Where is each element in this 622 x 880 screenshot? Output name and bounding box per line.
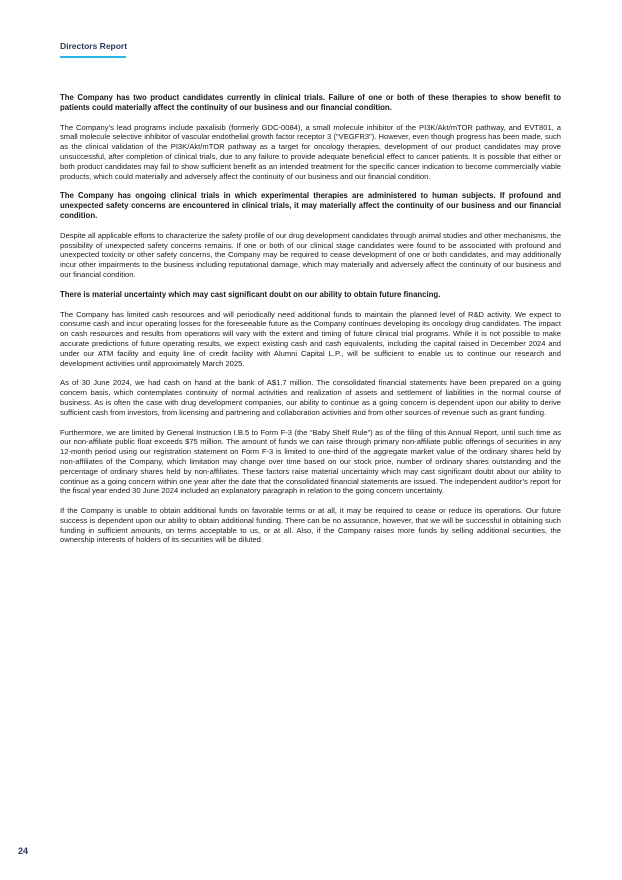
risk-heading-clinical-trials: The Company has ongoing clinical trials in which experimental therapies are administered to human subjects. If profound and unexpected safety concerns are encountered in clinical trials, it may materially affect the continuity of our business and our financial condition. <box>60 191 561 220</box>
section-header-rule <box>60 56 126 58</box>
body-paragraph-going-concern: As of 30 June 2024, we had cash on hand at the bank of A$1.7 million. The consolidated financial statements have been prepared on a going concern basis, which contemplates continuity of normal activities and realization of assets and settlement of liabilities in the normal course of business. As is often the case with drug development companies, our ability to continue as a going concern is dependent upon our ability to derive sufficient cash from investors, from licensing and partnering and collaboration activities and from other sources of revenue such as grant funding. <box>60 378 561 417</box>
body-paragraph-safety-profile: Despite all applicable efforts to characterize the safety profile of our drug development candidates through animal studies and other mechanisms, the possibility of unexpected safety concerns remains. If one or both of our clinical stage candidates were found to be associated with profound and unexpected toxicity or other safety concerns, the Company may be required to cease development of one or both candidates, and may additionally incur other impairments to the business including reputational damage, which may materially and adversely affect the continuity of our business and our financial condition. <box>60 230 561 279</box>
risk-heading-financing: There is material uncertainty which may cast significant doubt on our ability to obtain future financing. <box>60 289 441 299</box>
body-paragraph-lead-programs: The Company’s lead programs include paxalisib (formerly GDC-0084), a small molecule inhibitor of the PI3K/Akt/mTOR pathway, and EVT801, a small molecule selective inhibitor of vascular endothelial growth factor receptor 3 ("VEGFR3"). However, even though progress has been made, such as the clinical validation of the PI3K/Akt/mTOR pathway as a target for oncology therapies, development of our product candidates may prove unsuccessful, after completion of clinical trials, due to any failure to provide adequate beneficial effect to cancer patients. It is possible that either or both product candidates may fail to show sufficient benefit as an intended treatment for the specific cancer indication to become commercially viable products, which could materially and adversely affect the continuity of our business and our financial condition. <box>60 122 561 181</box>
body-paragraph-additional-funds: If the Company is unable to obtain additional funds on favorable terms or at all, it may be required to cease or reduce its operations. Our future success is dependent upon our ability to obtain additional funding. There can be no assurance, however, that we will be successful in obtaining such funding in sufficient amounts, on terms acceptable to us, or at all. Also, if the Company raises more funds by selling additional securities, the ownership interests of holders of its securities will be diluted. <box>60 506 561 545</box>
page-number: 24 <box>18 846 29 856</box>
section-header: Directors Report <box>60 41 128 51</box>
risk-heading-product-candidates: The Company has two product candidates currently in clinical trials. Failure of one or both of these therapies to show benefit to patients could materially affect the continuity of our business and our financial condition. <box>60 93 561 112</box>
document-body <box>60 93 561 555</box>
body-paragraph-baby-shelf-rule: Furthermore, we are limited by General Instruction I.B.5 to Form F-3 (the “Baby Shelf Rule”) as of the filing of this Annual Report, until such time as our non-affiliate public float exceeds $75 million. The amount of funds we can raise through primary non-affiliate public offerings of securities in any 12-month period using our registration statement on Form F-3 is limited to one-third of the aggregate market value of the ordinary shares held by non-affiliates of the Company, which limitation may change over time based on our stock price, number of ordinary shares outstanding and the percentage of ordinary shares held by non-affiliates. These factors raise material uncertainty which may cast significant doubt about our ability to continue as a going concern within one year after the date that the consolidated financial statements are issued. The independent auditor’s report for the fiscal year ended 30 June 2024 included an explanatory paragraph in relation to the going concern uncertainty. <box>60 427 561 496</box>
body-paragraph-cash-resources: The Company has limited cash resources and will periodically need additional funds to maintain the planned level of R&D activity. We expect to consume cash and incur operating losses for the foreseeable future as the Company continues developing its oncology drug candidates. The impact on cash resources and results from operations will vary with the extent and timing of future clinical trial programs. While it is not possible to make accurate predictions of future operating results, we expect existing cash and cash equivalents, including the capital raised in December 2024 and under our ATM facility and equity line of credit facility with Alumni Capital L.P., will be sufficient to enable us to continue our research and development activities until approximately March 2025. <box>60 309 561 368</box>
